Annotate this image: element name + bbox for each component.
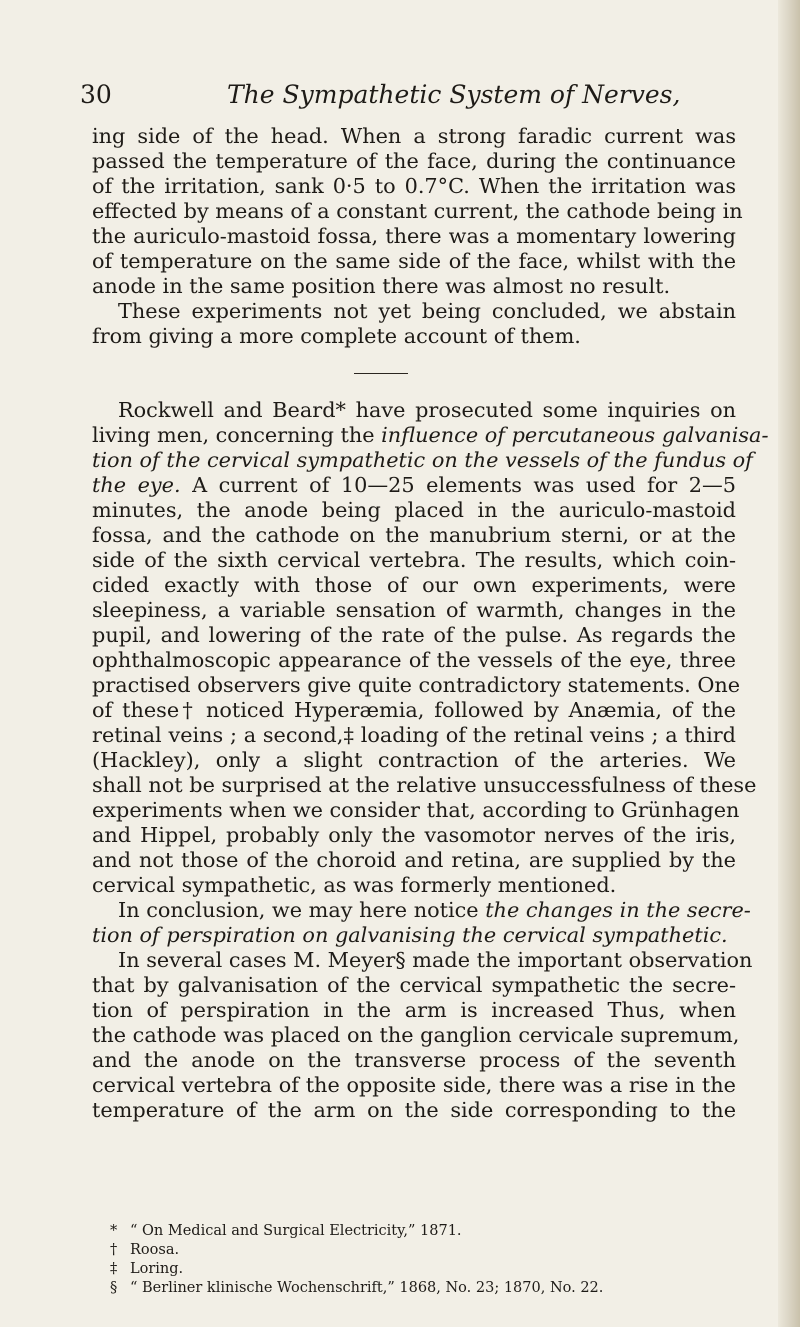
- emphasis-text: the changes in the secre-: [485, 898, 751, 922]
- text-line: and the anode on the transverse process of the seventh: [92, 1048, 736, 1072]
- text-line: cervical vertebra of the opposite side, there was a rise in the: [92, 1073, 736, 1097]
- text-line: practised observers give quite contradictory statements. One: [92, 673, 741, 697]
- text-line: and not those of the choroid and retina, are supplied by the: [92, 848, 736, 872]
- text-line: minutes, the anode being placed in the auriculo-mastoid: [92, 498, 736, 522]
- text-line: experiments when we consider that, according to Grünhagen: [92, 798, 740, 822]
- footnote-mark: *: [110, 1223, 118, 1239]
- text-line: the auriculo-mastoid fossa, there was a momentary lowering: [92, 224, 736, 248]
- text-line: These experiments not yet being concluded, we abstain: [118, 299, 736, 323]
- footnote: [110, 1260, 730, 1279]
- text-line: of the irritation, sank 0·5 to 0.7°C. When the irritation was: [92, 174, 736, 198]
- text-line: ing side of the head. When a strong faradic current was: [92, 124, 736, 148]
- footnote-mark: ‡: [110, 1261, 118, 1277]
- footnote-text: Loring.: [130, 1261, 184, 1277]
- text-line: [92, 923, 736, 948]
- footnote: [110, 1279, 730, 1298]
- emphasis-text: tion of the cervical sympathetic on the vessels of the fundus of: [92, 448, 753, 472]
- text-line: that by galvanisation of the cervical sympathetic the secre-: [92, 973, 736, 997]
- footnote-mark: †: [110, 1242, 118, 1258]
- text-line: ophthalmoscopic appearance of the vessels of the eye, three: [92, 648, 736, 672]
- text-line: (Hackley), only a slight contraction of the arteries. We: [92, 748, 736, 772]
- text-line: [92, 473, 736, 498]
- running-title: The Sympathetic System of Nerves,: [227, 80, 681, 109]
- footnote-text: “ Berliner klinische Wochenschrift,” 1868, No. 23; 1870, No. 22.: [130, 1280, 604, 1296]
- text-line: anode in the same position there was almost no result.: [92, 274, 671, 298]
- page-edge-shadow: [778, 0, 800, 1327]
- text-line: retinal veins ; a second,‡ loading of the retinal veins ; a third: [92, 723, 736, 747]
- page-header: [80, 80, 740, 114]
- text-line: passed the temperature of the face, during the continuance: [92, 149, 736, 173]
- text-line: and Hippel, probably only the vasomotor nerves of the iris,: [92, 823, 736, 847]
- footnote-text: Roosa.: [130, 1242, 180, 1258]
- text-line: of these† noticed Hyperæmia, followed by Anæmia, of the: [92, 698, 736, 722]
- text-run: living men, concerning the: [92, 423, 382, 447]
- text-line: sleepiness, a variable sensation of warmth, changes in the: [92, 598, 736, 622]
- text-run: In conclusion, we may here notice: [118, 898, 486, 922]
- footnote-text: “ On Medical and Surgical Electricity,” 1871.: [130, 1223, 462, 1239]
- text-line: fossa, and the cathode on the manubrium sterni, or at the: [92, 523, 736, 547]
- text-line: tion of perspiration in the arm is increased Thus, when: [92, 998, 736, 1022]
- text-line: Rockwell and Beard* have prosecuted some inquiries on: [118, 398, 736, 422]
- footnotes: [110, 1222, 730, 1298]
- text-line: from giving a more complete account of them.: [92, 324, 581, 348]
- text-line: [92, 898, 751, 923]
- text-line: cided exactly with those of our own experiments, were: [92, 573, 736, 597]
- text-line: side of the sixth cervical vertebra. The results, which coin-: [92, 548, 736, 572]
- section-divider: [354, 373, 408, 374]
- text-line: effected by means of a constant current, the cathode being in: [92, 199, 743, 223]
- text-line: cervical sympathetic, as was formerly mentioned.: [92, 873, 617, 897]
- text-line: of temperature on the same side of the face, whilst with the: [92, 249, 736, 273]
- emphasis-text: tion of perspiration on galvanising the cervical sympathetic.: [92, 923, 728, 947]
- body-text: [92, 124, 769, 1123]
- text-line: [92, 448, 753, 473]
- text-line: pupil, and lowering of the rate of the pulse. As regards the: [92, 623, 736, 647]
- page-number: 30: [80, 80, 112, 109]
- emphasis-text: influence of percutaneous galvanisa-: [381, 423, 769, 447]
- footnote: [110, 1241, 730, 1260]
- text-run: A current of 10—25 elements was used for 2—5: [180, 473, 736, 497]
- text-line: the cathode was placed on the ganglion cervicale supremum,: [92, 1023, 740, 1047]
- text-line: shall not be surprised at the relative unsuccessfulness of these: [92, 773, 757, 797]
- footnote-mark: §: [110, 1280, 118, 1296]
- text-line: temperature of the arm on the side corresponding to the: [92, 1098, 736, 1122]
- emphasis-text: the eye.: [92, 473, 181, 497]
- text-line: In several cases M. Meyer§ made the important observation: [118, 948, 753, 972]
- footnote: [110, 1222, 730, 1241]
- text-line: [92, 423, 769, 448]
